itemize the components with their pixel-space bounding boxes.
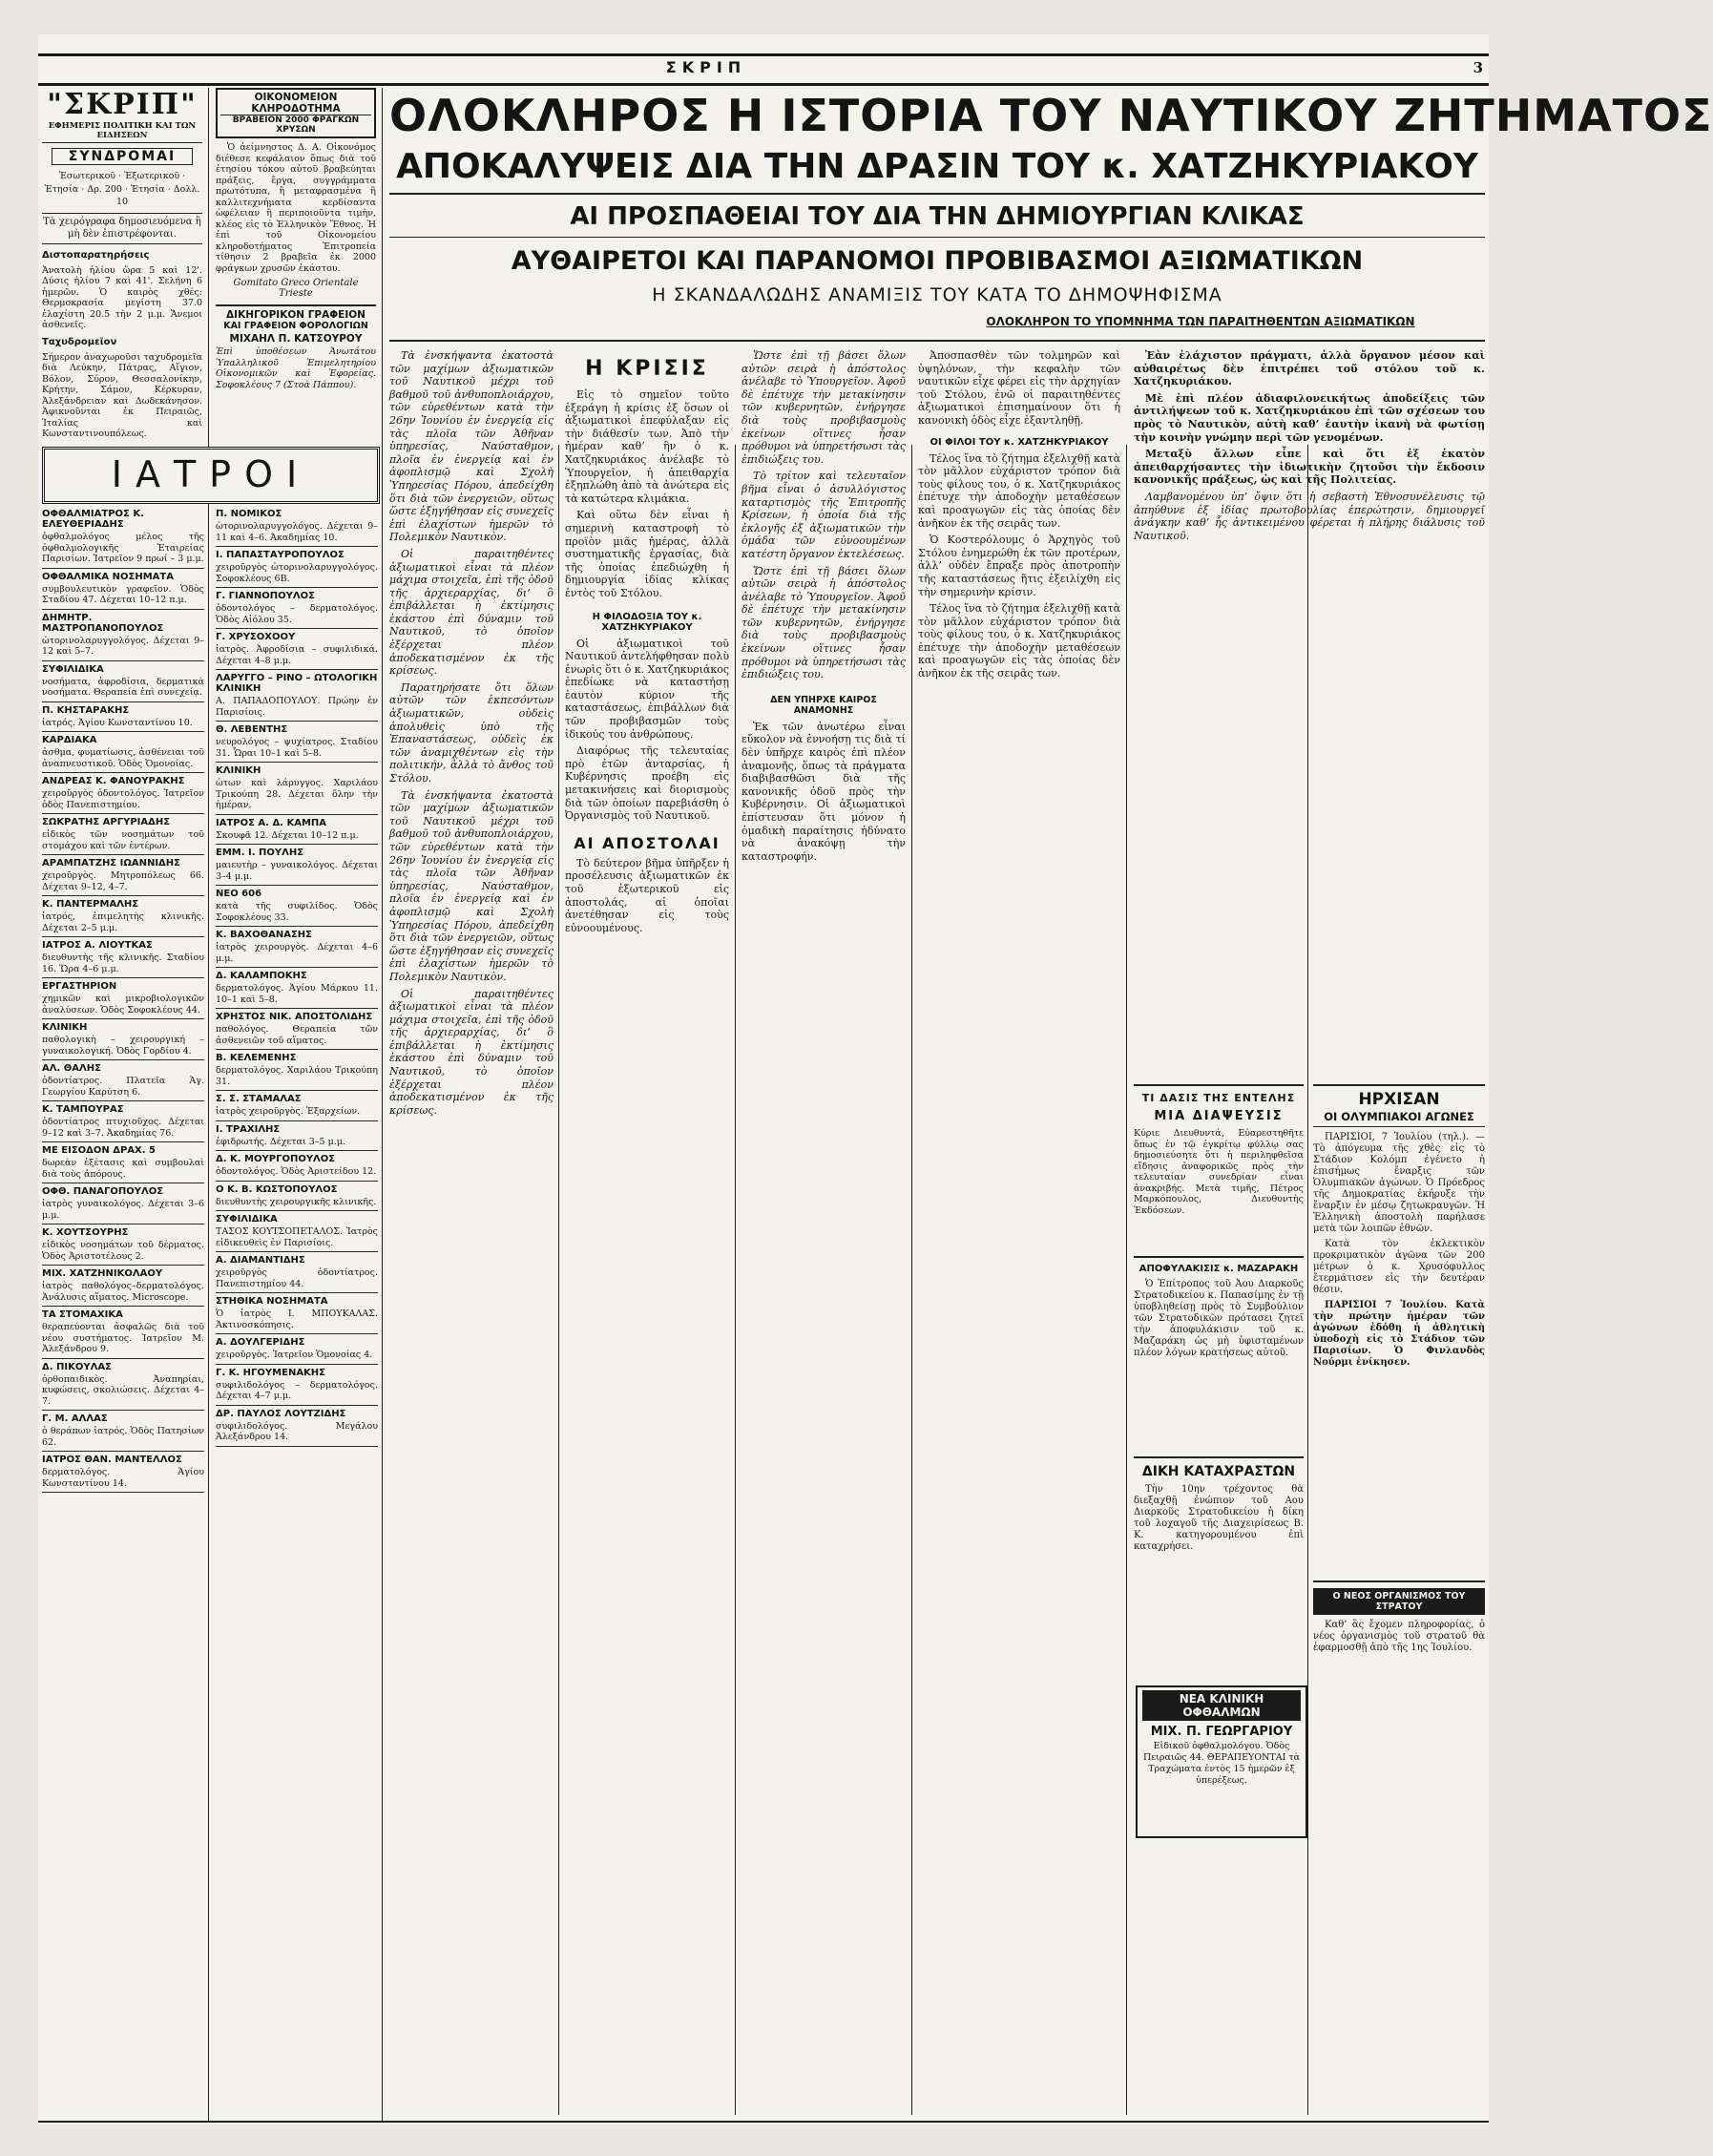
doctor-ad xyxy=(42,1307,204,1359)
army-text: Καθ’ ἃς ἔχομεν πληροφορίας, ὁ νέος ὀργανισμὸς τοῦ στρατοῦ θὰ ἐφαρμοσθῇ ἀπὸ τῆς 1ης Ἰουλίου. xyxy=(1313,1620,1485,1653)
article-paragraph: Τὰ ἐνσκήψαντα ἐκατοστὰ τῶν μαχίμων ἀξιωματικῶν τοῦ Ναυτικοῦ μέχρι τοῦ βαθμοῦ τοῦ ἀνθυποπλοιάρχου, τῶν εὑρεθέντων κατὰ τὴν 26ην Ἰουνίου ἐν ἐνεργείᾳ εἰς τὰς πλοῖα τῶν Ἀθῆναν ὑπηρεσίας, Ναύσταθμον, πλοῖα ἐν ἐνεργείᾳ καὶ ἐν ἀφοπλισμῷ καὶ Σχολὴ Ὑπηρεσίας Πόρου, ἀπεδείχθη ὅτι διὰ τῶν ἐνεργειῶν, οὕτως ὥστε ἐξηγήθησαν εἰς συνεχεῖς ἐπὶ ἐλαχίστων ἡμερῶν τὸ Πολεμικὸν Ναυτικὸν. xyxy=(389,349,554,544)
inheritance-box xyxy=(216,88,376,138)
doctor-ad xyxy=(42,978,204,1019)
doctor-ad-text: ὀρθοπαιδικὸς. Ἀναπηρίαι, κυφώσεις, σκολιώσεις. Δέχεται 4–7. xyxy=(42,1373,204,1407)
subscriptions-title: ΣΥΝΔΡΟΜΑΙ xyxy=(52,148,193,165)
doctor-ad-name: ΑΝΔΡΕΑΣ Κ. ΦΑΝΟΥΡΑΚΗΣ xyxy=(42,776,185,786)
doctor-ad xyxy=(216,815,378,846)
doctor-ad xyxy=(216,506,378,547)
article-paragraph: Ἀποσπασθὲν τῶν τολμηρῶν καὶ ὑψηλόνων, τὴν κεφαλὴν τῶν ναυτικῶν εἶχε φέρει εἰς τὴν ἀρχηγίαν τοῦ Στόλου, ἐνῶ οἱ παραιτηθέντες ἀξιωματικοὶ ἐπισημαίνουν ὅτι ἡ κανονικὴ ὁδὸς εἶχε ἐξαντληθῇ. xyxy=(918,349,1120,427)
headline-fifth: Η ΣΚΑΝΔΑΛΩΔΗΣ ΑΝΑΜΙΞΙΣ ΤΟΥ ΚΑΤΑ ΤΟ ΔΗΜΟΨΗΦΙΣΜΑ xyxy=(652,284,1222,305)
weather-text: Ἀνατολὴ ἡλίου ὥρα 5 καὶ 12'. Δύσις ἡλίου 7 καὶ 41'. Σελήνη 6 ἡμερῶν. Ὁ καιρὸς χθές: Θερμοκρασία μεγίστη 37.0 ἐλαχίστη 20.5 τὴν 2 μ.μ. Ἄνεμοι ἀσθενεῖς. xyxy=(42,264,202,331)
doctor-ad xyxy=(42,1142,204,1183)
doctor-ad xyxy=(216,886,378,927)
article-paragraph: Οἱ ἀξιωματικοὶ τοῦ Ναυτικοῦ ἀντελήφθησαν πολὺ ἐνωρὶς ὅτι ὁ κ. Χατζηκυριάκος ἐπεδίωκε νὰ καταστήσῃ ἑαυτὸν κύριον τῆς καταστάσεως, ἐπιβάλλων διὰ τῶν προβιβασμῶν τοὺς ἰδικούς του ἀνθρώπους. xyxy=(565,637,729,741)
doctor-ad-name: ΚΑΡΔΙΑΚΑ xyxy=(42,735,97,745)
inheritance-subtitle: ΒΡΑΒΕΙΟΝ 2000 ΦΡΑΓΚΩΝ ΧΡΥΣΩΝ xyxy=(220,115,371,135)
doctor-ad xyxy=(42,814,204,855)
doctor-ad xyxy=(216,845,378,886)
doctor-ad xyxy=(216,1091,378,1121)
doctor-ad-text: συφιλιδολόγος. Μεγάλου Ἀλεξάνδρου 14. xyxy=(216,1420,378,1442)
doctor-ad-name: Κ. ΒΑΧΟΘΑΝΑΣΗΣ xyxy=(216,930,312,940)
doctor-ad xyxy=(216,1334,378,1365)
article-paragraph: Καὶ οὕτω δὲν εἶναι ἡ σημερινὴ καταστροφὴ τὸ προϊὸν μιᾶς ἡμέρας, ἀλλὰ συστηματικῆς ἐργασίας, διὰ τῆς ὁποίας ἐπεδιώχθη ἡ δημιουργία ἰδίας κλίκας ἐντὸς τοῦ Στόλου. xyxy=(565,509,729,599)
doctor-ad xyxy=(216,763,378,815)
doctor-ad-name: ΟΦΘ. ΠΑΝΑΓΟΠΟΥΛΟΣ xyxy=(42,1186,164,1197)
law-office-name: ΜΙΧΑΗΛ Π. ΚΑΤΣΟΥΡΟΥ xyxy=(229,333,363,345)
doctor-ad-name: Δ. ΚΑΛΑΜΠΟΚΗΣ xyxy=(216,971,307,981)
doctor-ad xyxy=(42,1452,204,1493)
doctor-ad-name: ΚΛΙΝΙΚΗ xyxy=(42,1022,88,1033)
doctor-ad-text: ὠτων καὶ λάρυγγος. Χαριλάου Τρικούπη 28. Δέχεται ὅλην τὴν ἡμέραν. xyxy=(216,778,378,810)
doctor-ad-text: κατὰ τῆς συφιλίδος. Ὁδὸς Σοφοκλέους 33. xyxy=(216,901,378,923)
doctor-ad-name: ΟΦΘΑΛΜΙΑΤΡΟΣ Κ. ΕΛΕΥΘΕΡΙΑΔΗΣ xyxy=(42,509,144,530)
article-column-1 xyxy=(389,349,554,2115)
law-office-subtitle: ΚΑΙ ΓΡΑΦΕΙΟΝ ΦΟΡΟΛΟΓΙΩΝ xyxy=(223,321,368,331)
doctor-ad xyxy=(216,629,378,670)
article-paragraph: Ὥστε ἐπὶ τῇ βάσει ὅλων αὐτῶν σειρὰ ἡ ἀπόστολος ἀνέλαβε τὸ Ὑπουργεῖον. Ἀφοῦ δὲ ἐπέτυχε τὴν μετακίνησιν τῶν κυβερνητῶν, ἐνήργησε διὰ τοὺς προβιβασμοὺς ἐκείνων οἵτινες ἦσαν πρόθυμοι νὰ ὑπηρετήσωσι τὰς ἐπιδιώξεις του. xyxy=(742,349,906,466)
doctor-ad-name: ΤΑ ΣΤΟΜΑΧΙΚΑ xyxy=(42,1309,123,1320)
weather-title: Διστοπαρατηρήσεις xyxy=(42,249,150,261)
doctor-ad-text: ὀδοντολόγος. Ὁδὸς Ἀριστείδου 12. xyxy=(216,1166,377,1177)
doctor-ad-text: παθολόγος. Θεραπεία τῶν ἀσθενειῶν τοῦ αἵματος. xyxy=(216,1024,378,1046)
doctor-ad-name: Γ. ΧΡΥΣΟΧΟΟΥ xyxy=(216,632,296,642)
law-office-text: Ἐπὶ ὑποθέσεων Ἀνωτάτου Ὑπαλληλικοῦ Ἐπιμελητηρίου Οἰκονομικῶν καὶ Ἐφορείας. Σοφοκλέους 7 (Στοὰ Πάππου). xyxy=(216,346,376,390)
doctor-ad-name: ΣΥΦΙΛΙΔΙΚΑ xyxy=(216,1214,278,1225)
doctor-ad-text: συφιλιδολόγος – δερματολόγος. Δέχεται 4–7 μ.μ. xyxy=(216,1379,378,1401)
doctor-ad xyxy=(42,506,204,569)
trial-column xyxy=(1134,1456,1304,1678)
denial-box xyxy=(1134,1084,1304,1248)
denial-title: ΤΙ ΔΑΣΙΣ ΤΗΣ ΕΝΤΕΛΗΣ xyxy=(1141,1092,1296,1104)
doctor-ad-name: ΣΤΗΘΙΚΑ ΝΟΣΗΜΑΤΑ xyxy=(216,1296,328,1307)
doctor-ad-name: ΙΑΤΡΟΣ ΘΑΝ. ΜΑΝΤΕΛΛΟΣ xyxy=(42,1455,182,1465)
olympic-subtitle: ΟΙ ΟΛΥΜΠΙΑΚΟΙ ΑΓΩΝΕΣ xyxy=(1313,1110,1485,1127)
doctor-ad-text: ὠτορινολαρυγγολόγος. Δέχεται 9–11 καὶ 4–6. Ἀκαδημίας 10. xyxy=(216,521,378,543)
doctors-header-frame xyxy=(42,447,380,504)
doctor-ad-text: παθολογικὴ – χειρουργική – γυναικολογική. Ὁδὸς Γορδίου 4. xyxy=(42,1035,204,1057)
doctor-ad xyxy=(216,1121,378,1152)
doctor-ad-name: ΣΥΦΙΛΙΔΙΚΑ xyxy=(42,663,104,675)
brand-tagline: ΕΦΗΜΕΡΙΣ ΠΟΛΙΤΙΚΗ ΚΑΙ ΤΩΝ ΕΙΔΗΣΕΩΝ xyxy=(42,121,202,143)
doctor-ad-name: ΔΗΜΗΤΡ. ΜΑΣΤΡΟΠΑΝΟΠΟΥΛΟΣ xyxy=(42,612,164,634)
doctor-ad-name: Δ. Κ. ΜΟΥΡΓΟΠΟΥΛΟΣ xyxy=(216,1154,336,1164)
article-column-3 xyxy=(742,349,906,2115)
doctor-ad-name: ΟΦΘΑΛΜΙΚΑ ΝΟΣΗΜΑΤΑ xyxy=(42,571,174,582)
doctor-ad-name: Π. ΝΟΜΙΚΟΣ xyxy=(216,509,282,519)
doctor-ad xyxy=(216,588,378,629)
doctor-ad-text: ἰατρὸς χειρουργὸς. Δέχεται 4–6 μ.μ. xyxy=(216,942,378,964)
doctor-ad-name: Β. ΚΕΛΕΜΕΝΗΣ xyxy=(216,1053,297,1063)
doctor-ad xyxy=(42,702,204,733)
manuscripts-notice: Τὰ χειρόγραφα δημοσιευόμενα ἢ μὴ δὲν ἐπιστρέφονται. xyxy=(42,213,202,244)
army-column xyxy=(1313,1580,1485,1831)
doctor-ad-name: Γ. Κ. ΗΓΟΥΜΕΝΑΚΗΣ xyxy=(216,1367,326,1378)
newspaper-page xyxy=(38,34,1713,2125)
doctor-ad xyxy=(216,1406,378,1447)
doctor-ad-text: ἐφιδρωτής. Δέχεται 3–5 μ.μ. xyxy=(216,1136,345,1147)
article-paragraph: Παρατηρήσατε ὅτι ὅλων αὐτῶν τῶν ἐκπεσόντων ἀξιωματικῶν, οὐδεὶς ἀπολυθεὶς ὑπὸ τῆς Ἐπαναστάσεως, οὐδεὶς ἐκ τῶν ἀναμιχθέντων εἰς τὴν πολιτικήν, ἀλλὰ τὸ ἄνθος τοῦ Στόλου. xyxy=(389,680,554,785)
denial-text: Κύριε Διευθυντά, Εὐαρεστηθῆτε ὅπως ἐν τῷ ἐγκρίτῳ φύλλῳ σας δημοσιεύσητε ὅτι ἡ περιληφθεῖσα εἴδησις ἀναφορικῶς πρὸς τὴν τελευταίαν συνεδρίαν εἶναι ἀνακριβής. Μετὰ τιμῆς, Πέτρος Μαρκόπουλος, Διευθυντὴς Ἐκδόσεων. xyxy=(1134,1128,1304,1216)
doctor-ad xyxy=(42,1359,204,1412)
doctor-ad-text: ἰατρὸς χειροῦργὸς. Ἐξαρχείων. xyxy=(216,1106,361,1117)
doctor-ad xyxy=(42,937,204,978)
doctor-ad xyxy=(216,1151,378,1182)
doctor-ad xyxy=(42,1101,204,1142)
doctor-ad-text: εἰδικὸς τῶν νοσημάτων τοῦ στομάχου καὶ τῶν ἐντέρων. xyxy=(42,829,204,851)
doctor-ad xyxy=(216,1009,378,1050)
article-paragraph: Τέλος ἵνα τὸ ζήτημα ἐξελιχθῇ κατὰ τὸν μᾶλλον εὐχάριστον τρόπον διὰ τοὺς φίλους του, ὁ κ. Χατζηκυριάκος ἐπέτυχε τὴν ἀποδοχὴν μεταθέσεων καὶ προαγωγῶν εἰς τὰς ὁποίας δὲν ἀνῆκον ἐκ τῆς σειρᾶς των. xyxy=(918,602,1120,680)
headline-rule xyxy=(389,193,1485,195)
doctor-ad-name: ΕΜΜ. Ι. ΠΟΥΛΗΣ xyxy=(216,848,304,858)
doctor-ad-name: Α. ΔΟΥΛΓΕΡΙΔΗΣ xyxy=(216,1337,305,1348)
doctor-ad-name: ΑΡΑΜΠΑΤΖΗΣ ΙΩΑΝΝΙΔΗΣ xyxy=(42,858,180,869)
article-paragraph: Μεταξὺ ἄλλων εἶπε καὶ ὅτι ἐξ ἑκατὸν ἀπειθαρχήσαντες τὴν ἰδιωτικὴν ζητοῦσι τὴν ἔκδοσιν κανονικῆς πράξεως, ὡς καὶ τῆς Πολιτείας. xyxy=(1134,448,1485,487)
article-paragraph: Διαφόρως τῆς τελευταίας πρὸ ἐτῶν ἀνταρσίας, ἡ Κυβέρνησις προέβη εἰς μετακινήσεις καὶ διορισμοὺς διὰ τῶν ὁποίων παρεβιάσθη ὁ Ὀργανισμὸς τοῦ Ναυτικοῦ. xyxy=(565,744,729,823)
doctors-ads-right xyxy=(216,506,378,2119)
doctor-ad xyxy=(216,1252,378,1293)
doctor-ad-text: ἰατρὸς γυναικολόγος. Δέχεται 3–6 μ.μ. xyxy=(42,1199,204,1221)
doctor-ad-name: ΙΑΤΡΟΣ Α. Δ. ΚΑΜΠΑ xyxy=(216,817,327,828)
headline-main: ΟΛΟΚΛΗΡΟΣ Η ΙΣΤΟΡΙΑ ΤΟΥ ΝΑΥΤΙΚΟΥ ΖΗΤΗΜΑΤΟΣ xyxy=(389,90,1713,141)
column-rule xyxy=(208,88,209,2121)
column-rule xyxy=(911,445,912,2115)
doctor-ad xyxy=(42,569,204,610)
doctor-ad xyxy=(216,927,378,968)
ambition-heading: Η ΦΙΛΟΔΟΞΙΑ ΤΟΥ κ. ΧΑΤΖΗΚΥΡΙΑΚΟΥ xyxy=(592,611,702,633)
doctor-ad xyxy=(216,1293,378,1334)
doctor-ad-name: Θ. ΛΕΒΕΝΤΗΣ xyxy=(216,724,288,735)
doctor-ad-text: διευθυντὴς τῆς κλινικῆς. Σταδίου 16. Ὥρα 4–6 μ.μ. xyxy=(42,952,204,974)
doctor-ad-name: ΜΙΧ. ΧΑΤΖΗΝΙΚΟΛΑΟΥ xyxy=(42,1268,163,1279)
masthead-title: ΣΚΡΙΠ xyxy=(665,58,747,76)
middle-top-column xyxy=(216,88,376,441)
doctor-ad-text: ὀφθαλμολόγος μέλος τῆς ὀφθαλμολογικῆς Ἑταιρείας Παρισίων. Ἰατρεῖον 9 πρωί – 3 μ.μ. xyxy=(42,532,204,564)
doctor-ad-name: Α. ΔΙΑΜΑΝΤΙΔΗΣ xyxy=(216,1255,305,1266)
doctor-ad xyxy=(216,1211,378,1252)
article-paragraph: Μὲ ἐπὶ πλέον ἀδιαφιλονεικήτως ἀποδείξεις τῶν ἀντιλήψεων τοῦ κ. Χατζηκυριάκου ἐπὶ τῶν σχέσεων του πρὸς τὸ Ναυτικὸν, αὐτὴ καθ’ ἑαυτὴν ἱκανὴ νὰ φωτίσῃ τὴν κοινὴν γνώμην περὶ τῶν γενομένων. xyxy=(1134,391,1485,444)
article-paragraph: Λαμβανομένου ὑπ’ ὄψιν ὅτι ἡ σεβαστὴ Ἐθνοσυνέλευσις τῷ ἀπηύθυνε ἐξ ἰδίας πρωτοβουλίας ἐπερώτησιν, δημιουργεῖ ἀνάγκην καθ’ ἧς ἀντικειμένου φέρεται ἡ πλήρης διάλυσις τοῦ Ναυτικοῦ. xyxy=(1134,490,1485,542)
doctor-ad-name: Σ. Σ. ΣΤΑΜΑΛΑΣ xyxy=(216,1094,302,1104)
article-paragraph: Οἱ παραιτηθέντες ἀξιωματικοὶ εἶναι τὰ πλέον μάχιμα στοιχεῖα, ἐπὶ τῆς ὁδοῦ τῆς ἀρχιεραρχίας, δι’ ὃ ἐπιβάλλεται ἡ ἐκτίμησις ἑκάστου ἐπὶ δύναμιν τοῦ Ναυτικοῦ, τὸ ὁποῖον ἐξέρχεται πλέον ἀποδεκατισμένον ἐκ τῆς κρίσεως. xyxy=(389,987,554,1117)
column-rule xyxy=(1126,445,1127,2115)
doctor-ad xyxy=(216,1365,378,1406)
eye-clinic-ad xyxy=(1136,1685,1307,1838)
doctor-ad-text: χειροῦργὸς ὀδοντίατρος. Πανεπιστημίου 44. xyxy=(216,1267,378,1289)
doctor-ad-text: χειροῦργὸς. Ἰατρεῖον Ὁμονοίας 4. xyxy=(216,1350,373,1360)
doctor-ad-text: χειροῦργὸς ὠτορινολαρυγγολόγος. Σοφοκλέους 6Β. xyxy=(216,562,378,584)
denial-subtitle: ΜΙΑ ΔΙΑΨΕΥΣΙΣ xyxy=(1154,1109,1284,1123)
column-rule xyxy=(735,445,736,2115)
trial-text: Τὴν 10ην τρέχοντος θὰ διεξαχθῇ ἐνώπιον τοῦ Αου Διαρκοῦς Στρατοδικείου ἡ δίκη τοῦ λοχαγοῦ τῆς Διαχειρίσεως Β. Κ. κατηγορουμένου ἐπὶ καταχρήσει. xyxy=(1134,1484,1304,1552)
doctor-ad xyxy=(42,661,204,702)
doctor-ad-name: ΜΕ ΕΙΣΟΔΟΝ ΔΡΑΧ. 5 xyxy=(42,1145,156,1156)
doctor-ad xyxy=(42,1019,204,1060)
doctors-ads-left xyxy=(42,506,204,2119)
doctors-header-title: ΙΑΤΡΟΙ xyxy=(111,453,311,495)
doctor-ad xyxy=(216,722,378,763)
doctor-ad xyxy=(42,1060,204,1101)
doctor-ad-text: χειροῦργὸς. Μητροπόλεως 66. Δέχεται 9–12, 4–7. xyxy=(42,870,204,892)
doctor-ad-name: ΣΩΚΡΑΤΗΣ ΑΡΓΥΡΙΑΔΗΣ xyxy=(42,817,171,827)
doctor-ad xyxy=(216,1050,378,1091)
eye-clinic-text: Εἰδικοῦ ὀφθαλμολόγου. Ὁδὸς Πειραιῶς 44. ΘΕΡΑΠΕΥΟΝΤΑΙ τὰ Τραχώματα ἐντὸς 15 ἡμερῶν ἐξ ὑπερέξεως. xyxy=(1142,1741,1301,1786)
headline-second: ΑΠΟΚΑΛΥΨΕΙΣ ΔΙΑ ΤΗΝ ΔΡΑΣΙΝ ΤΟΥ κ. ΧΑΤΖΗΚΥΡΙΑΚΟΥ xyxy=(396,147,1478,186)
doctor-ad-name: Ο Κ. Β. ΚΩΣΤΟΠΟΥΛΟΣ xyxy=(216,1183,338,1195)
doctor-ad-text: ὀδοντίατρος πτυχιοῦχος. Δέχεται 9–12 καὶ 3–7. Ἀκαδημίας 76. xyxy=(42,1117,204,1139)
doctor-ad-text: ΤΑΣΟΣ ΚΟΥΤΣΟΠΕΤΑΛΟΣ. Ἰατρὸς εἰδικευθεὶς ἐν Παρισίοις. xyxy=(216,1226,378,1248)
law-office-title: ΔΙΚΗΓΟΡΙΚΟΝ ΓΡΑΦΕΙΟΝ xyxy=(226,309,366,321)
doctor-ad xyxy=(216,670,378,722)
doctor-ad-text: δερματολόγος. Ἁγίου Κωνσταντίνου 14. xyxy=(42,1467,204,1489)
doctor-ad-text: δωρεὰν ἐξέτασις καὶ συμβουλαὶ διὰ τοὺς ἀπόρους. xyxy=(42,1158,204,1180)
doctor-ad-name: Γ. Μ. ΑΛΛΑΣ xyxy=(42,1413,108,1424)
doctor-ad-name: ΔΡ. ΠΑΥΛΟΣ ΛΟΥΤΖΙΔΗΣ xyxy=(216,1408,346,1419)
post-text: Σήμερον ἀναχωροῦσι ταχυδρομεῖα διὰ Λεύκην, Πάτρας, Αἴγιον, Βόλον, Σύρον, Θεσσαλονίκην, Κρήτην, Σάμον, Κέρκυραν, Ἀλεξάνδρειαν καὶ Δωδεκάνησον. Ἀφικνοῦνται ἐκ Πειραιῶς, Ἰταλίας καὶ Κωνσταντινουπόλεως. xyxy=(42,351,202,440)
doctor-ad-name: Γ. ΓΙΑΝΝΟΠΟΥΛΟΣ xyxy=(216,591,315,601)
article-paragraph: Τὸ τρίτον καὶ τελευταῖον βῆμα εἶναι ὁ ἀσυλλόγιστος καταρτισμὸς τῆς Ἐπιτροπῆς Κρίσεων, ἡ ὁποία διὰ τῆς ἐκλογῆς ἐξ ἀξιωματικῶν τὴν ὁμάδα τῶν εὐνοουμένων κατέστη ὄργανον ἐκτελέσεως. xyxy=(742,470,906,560)
doctor-ad xyxy=(216,1182,378,1212)
army-title: Ο ΝΕΟΣ ΟΡΓΑΝΙΣΜΟΣ ΤΟΥ ΣΤΡΑΤΟΥ xyxy=(1313,1588,1485,1615)
doctor-ad xyxy=(42,1266,204,1307)
article-column-2 xyxy=(565,349,729,2115)
olympic-paragraph: ΠΑΡΙΣΙΟΙ 7 Ἰουλίου. Κατὰ τὴν πρώτην ἡμέραν τῶν ἀγώνων ἐδόθη ἡ ἀθλητικὴ ὑποδοχὴ εἰς τὸ Στάδιον τῶν Παρισίων. Ὁ Φινλανδὸς Νούρμι ἐνίκησεν. xyxy=(1313,1300,1485,1368)
doctor-ad-text: συμβουλευτικὸν γραφεῖον. Ὁδὸς Σταδίου 47. Δέχεται 10–12 π.μ. xyxy=(42,583,204,605)
doctor-ad-name: ΛΑΡΥΓΓΟ – ΡΙΝΟ – ΩΤΟΛΟΓΙΚΗ ΚΛΙΝΙΚΗ xyxy=(216,673,378,694)
headline-fourth: ΑΥΘΑΙΡΕΤΟΙ ΚΑΙ ΠΑΡΑΝΟΜΟΙ ΠΡΟΒΙΒΑΣΜΟΙ ΑΞΙΩΜΑΤΙΚΩΝ xyxy=(511,246,1364,276)
doctor-ad-name: ΧΡΗΣΤΟΣ ΝΙΚ. ΑΠΟΣΤΟΛΙΔΗΣ xyxy=(216,1012,373,1022)
doctor-ad xyxy=(42,896,204,937)
doctor-ad-text: εἰδικὸς νοσημάτων τοῦ δέρματος. Ὁδὸς Ἀριστοτέλους 2. xyxy=(42,1240,204,1262)
doctor-ad-name: ΕΡΓΑΣΤΗΡΙΟΝ xyxy=(42,981,117,992)
doctor-ad-name: Κ. ΠΑΝΤΕΡΜΑΛΗΣ xyxy=(42,899,139,910)
doctor-ad xyxy=(42,1225,204,1266)
doctor-ad-name: ΙΑΤΡΟΣ Α. ΛΙΟΥΤΚΑΣ xyxy=(42,940,153,951)
doctor-ad xyxy=(42,1411,204,1452)
doctor-ad-text: ὠτορινολαρυγγολόγος. Δέχεται 9–12 καὶ 5–7. xyxy=(42,635,204,657)
headline-memo: ΟΛΟΚΛΗΡΟΝ ΤΟ ΥΠΟΜΝΗΜΑ ΤΩΝ ΠΑΡΑΙΤΗΘΕΝΤΩΝ ΑΞΙΩΜΑΤΙΚΩΝ xyxy=(986,315,1415,328)
doctor-ad-name: Δ. ΠΙΚΟΥΛΑΣ xyxy=(42,1361,112,1372)
masthead-bar xyxy=(38,53,1489,86)
olympic-title: ΗΡΧΙΣΑΝ xyxy=(1358,1090,1440,1109)
doctor-ad-name: Π. ΚΗΣΤΑΡΑΚΗΣ xyxy=(42,704,130,716)
doctor-ad-name: ΝΕΟ 606 xyxy=(216,889,262,899)
right-upper-column xyxy=(1134,349,1485,1075)
doctor-ad-text: Α. ΠΑΠΑΔΟΠΟΥΛΟΥ. Πρώην ἐν Παρισίοις. xyxy=(216,696,378,718)
doctor-ad xyxy=(42,610,204,661)
inheritance-text: Ὁ ἀείμνηστος Δ. Α. Οἰκονόμος διέθεσε κεφάλαιον ὅπως διὰ τοῦ ἐτησίου τόκου αὐτοῦ βραβεύηται πράξεις, ἔργα, συγγράμματα πρωτότυπα, ἢ μεταφρασμένα ἢ καλλιτεχνήματα κερδίσαντα ὠφέλειαν ἢ περιποιοῦντα τιμὴν, κλέος εἰς τὸ Ἑλληνικὸν Ἔθνος. Ἡ ἐπὶ τοῦ Οἰκονομείου κληροδοτήματος Ἐπιτροπεία τίθησιν 2 βραβεῖα ἐκ 2000 φράγκων χρυσῶν ἑκάστου. xyxy=(216,142,376,274)
friends-heading: ΟΙ ΦΙΛΟΙ ΤΟΥ κ. ΧΑΤΖΗΚΥΡΙΑΚΟΥ xyxy=(930,436,1109,448)
left-info-column xyxy=(42,88,202,441)
doctor-ad xyxy=(216,968,378,1009)
eye-clinic-name: ΜΙΧ. Π. ΓΕΩΡΓΑΡΙΟΥ xyxy=(1150,1725,1293,1739)
article-paragraph: Ἐκ τῶν ἀνωτέρω εἶναι εὔκολον νὰ ἐννοήσῃ τις διὰ τί δὲν ὑπῆρχε καιρὸς ἐπὶ πλέον ἀναμονῆς, ὅπως τὰ πράγματα διαβιβασθῶσι διὰ τῆς κανονικῆς ὁδοῦ πρὸς τὴν Κυβέρνησιν. Οἱ ἀξιωματικοὶ ἐπίστευσαν ὅτι μόνον ἡ ὁμαδικὴ παραίτησις ἠδύνατο νὰ ἀνακόψῃ τὴν καταστροφήν. xyxy=(742,720,906,863)
post-title: Ταχυδρομεῖον xyxy=(42,336,117,347)
article-column-4 xyxy=(918,349,1120,2115)
doctor-ad-text: θεραπεύονται ἀσφαλῶς διὰ τοῦ νέου συστήματος. Ἰατρεῖον Μ. Ἀλεξάνδρου 9. xyxy=(42,1322,204,1354)
doctor-ad xyxy=(216,547,378,588)
article-paragraph: Εἰς τὸ σημεῖον τοῦτο ἐξεράγη ἡ κρίσις ἐξ ὅσων οἱ ἀξιωματικοὶ ἐπεφύλαξαν εἰς τὴν διάθεσίν των. Ἀπὸ τὴν ἡμέραν καθ’ ἣν ὁ κ. Χατζηκυριάκος ἀνέλαβε τὸ Ὑπουργεῖον, ἡ ἀπειθαρχία ἐξηπλώθη ἀπὸ τὰ ἀνώτερα εἰς τὰ κατώτερα κλιμάκια. xyxy=(565,388,729,505)
trial-title: ΔΙΚΗ ΚΑΤΑΧΡΑΣΤΩΝ xyxy=(1141,1464,1296,1479)
doctor-ad xyxy=(42,1183,204,1225)
olympic-paragraph: Κατὰ τὸν ἐκλεκτικὸν προκριματικὸν ἀγῶνα τῶν 200 μέτρων ὁ κ. Χρυσόφυλλος ἔτερμάτισεν εἰς τὴν δευτέραν θέσιν. xyxy=(1313,1239,1485,1295)
doctor-ad-text: δερματολόγος. Ἀγίου Μάρκου 11. 10–1 καὶ 5–8. xyxy=(216,983,378,1005)
doctor-ad-text: ὀδοντίατρος. Πλατεῖα Ἁγ. Γεωργίου Καρύτση 6. xyxy=(42,1076,204,1098)
doctor-ad-text: χημικῶν καὶ μικροβιολογικῶν ἀναλύσεων. Ὁδὸς Σοφοκλέους 44. xyxy=(42,994,204,1015)
subscriptions-text: Ἐσωτερικοῦ · Ἐξωτερικοῦ · Ἐτησία · Δρ. 200 · Ἐτησία · Δολλ. 10 xyxy=(44,171,200,208)
headline-rule xyxy=(389,340,1485,342)
doctor-ad-text: ἀσθμα, φυματίωσις, ἀσθένειαι τοῦ ἀναπνευστικοῦ. Ὁδὸς Ὁμονοίας. xyxy=(42,747,204,769)
release-text: Ὁ Ἐπίτροπος τοῦ Ἀου Διαρκοῦς Στρατοδικείου κ. Παπασίμης ἐν τῇ ὑποβληθείσῃ πρὸς τὸ Συμβούλιον τῶν Στρατοδικῶν πρότασει ζητεῖ τὴν ἀποφυλάκισιν τοῦ κ. Μαζαράκη ὡς μὴ ὑφισταμένων πλέον λόγων κρατήσεως αὐτοῦ. xyxy=(1134,1279,1304,1358)
article-paragraph: Ὁ Κοστερόλουμς ὁ Ἀρχηγὸς τοῦ Στόλου ἐνημερώθη ἐκ τῶν προτέρων, ἀλλ’ οὐδὲν ἔπραξε πρὸς ἀποτροπὴν τῆς καταστάσεως ἥτις ἐξειλίχθη εἰς τὴν σημερινὴν κρίσιν. xyxy=(918,534,1120,598)
doctor-ad-text: ὁ θεράπων ἰατρός. Ὁδὸς Πατησίων 62. xyxy=(42,1426,204,1448)
doctor-ad-text: δερματολόγος. Χαριλάου Τρικούπη 31. xyxy=(216,1065,378,1087)
doctor-ad-name: Κ. ΧΟΥΤΣΟΥΡΗΣ xyxy=(42,1227,129,1238)
doctor-ad xyxy=(42,855,204,896)
headline-third: ΑΙ ΠΡΟΣΠΑΘΕΙΑΙ ΤΟΥ ΔΙΑ ΤΗΝ ΔΗΜΙΟΥΡΓΙΑΝ ΚΛΙΚΑΣ xyxy=(570,202,1305,231)
doctor-ad-text: ὀδοντολόγος – δερματολόγος. Ὁδὸς Αἰόλου 35. xyxy=(216,603,378,625)
company-name: Gomitato Greco Orientale xyxy=(233,278,359,288)
olympic-paragraph: ΠΑΡΙΣΙΟΙ, 7 Ἰουλίου (τηλ.). — Τὸ ἀπόγευμα τῆς χθὲς εἰς τὸ Στάδιον Κολόμπ ἐγένετο ἡ ἐπισήμως ἔναρξις τῶν Ὀλυμπιακῶν ἀγώνων. Ὁ Πρόεδρος τῆς Δημοκρατίας ἐκήρυξε τὴν ἔναρξιν ἐν μέσῳ ζητωκραυγῶν. Ἡ Ἑλληνικὴ ἀποστολὴ παρήλασε μετὰ τῶν λοιπῶν ἐθνῶν. xyxy=(1313,1132,1485,1234)
doctor-ad-text: νοσήματα, ἀφροδίσια, δερματικὰ νοσήματα. Θεραπεία ἐπὶ συνεχείᾳ. xyxy=(42,676,204,698)
article-paragraph: Τέλος ἵνα τὸ ζήτημα ἐξελιχθῇ κατὰ τὸν μᾶλλον εὐχάριστον τρόπον διὰ τοὺς φίλους του, ὁ κ. Χατζηκυριάκος ἐπέτυχε τὴν ἀποδοχὴν μεταθέσεων καὶ προαγωγῶν εἰς τὰς ὁποίας δὲν ἀνῆκον ἐκ τῆς σειρᾶς των. xyxy=(918,451,1120,530)
page-number: 3 xyxy=(1473,59,1483,76)
doctor-ad-text: νευρολόγος – ψυχίατρος. Σταδίου 31. Ὧραι 10–1 καὶ 5–8. xyxy=(216,737,378,759)
article-paragraph: Ἐὰν ἐλάχιστον πράγματι, ἀλλὰ ὄργανον μέσον καὶ αὐθαιρέτως δὲν ἐπιτρέπει τοῦ στόλου τοῦ κ. Χατζηκυριάκου. xyxy=(1134,349,1485,388)
doctor-ad-text: χειροῦργὸς ὀδοντολόγος. Ἰατρεῖον ὁδὸς Πανεπιστημίου. xyxy=(42,788,204,810)
doctor-ad-name: ΚΛΙΝΙΚΗ xyxy=(216,765,261,776)
doctor-ad-text: Σκουφᾶ 12. Δέχεται 10–12 π.μ. xyxy=(216,829,359,841)
doctor-ad-text: ἰατρὸς. Ἀφροδίσια – συφιλιδικά. Δέχεται 4–8 μ.μ. xyxy=(216,644,378,666)
page-bottom-rule xyxy=(38,2121,1489,2123)
no-time-heading: ΔΕΝ ΥΠΗΡΧΕ ΚΑΙΡΟΣ ΑΝΑΜΟΝΗΣ xyxy=(770,694,877,716)
missions-heading: ΑΙ ΑΠΟΣΤΟΛΑΙ xyxy=(574,833,721,852)
column-rule xyxy=(558,445,559,2115)
doctor-ad-name: ΑΛ. ΘΑΛΗΣ xyxy=(42,1063,101,1074)
column-rule xyxy=(382,88,383,2121)
doctor-ad-name: Ι. ΠΑΠΑΣΤΑΥΡΟΠΟΥΛΟΣ xyxy=(216,550,345,560)
crisis-heading: Η ΚΡΙΣΙΣ xyxy=(585,357,709,381)
doctor-ad-text: ἰατρός. Ἀγίου Κωνσταντίνου 10. xyxy=(42,717,193,728)
doctor-ad xyxy=(42,773,204,814)
release-column xyxy=(1134,1256,1304,1449)
eye-clinic-title: ΝΕΑ ΚΛΙΝΙΚΗ ΟΦΘΑΛΜΩΝ xyxy=(1142,1690,1301,1721)
headline-rule xyxy=(389,237,1485,238)
article-paragraph: Ὥστε ἐπὶ τῇ βάσει ὅλων αὐτῶν σειρὰ ἡ ἀπόστολος ἀνέλαβε τὸ Ὑπουργεῖον. Ἀφοῦ δὲ ἐπέτυχε τὴν μετακίνησιν τῶν κυβερνητῶν, ἐνήργησε διὰ τοὺς προβιβασμοὺς ἐκείνων οἵτινες ἦσαν πρόθυμοι νὰ ὑπηρετήσωσι τὰς ἐπιδιώξεις του. xyxy=(742,564,906,681)
doctor-ad xyxy=(42,732,204,773)
law-office-box xyxy=(216,304,376,390)
company-city: Trieste xyxy=(279,288,313,299)
release-title: ΑΠΟΦΥΛΑΚΙΣΙΣ κ. ΜΑΖΑΡΑΚΗ xyxy=(1139,1264,1299,1274)
inheritance-title: ΟΙΚΟΝΟΜΕΙΟΝ ΚΛΗΡΟΔΟΤΗΜΑ xyxy=(251,92,341,115)
olympic-column xyxy=(1313,1084,1485,1563)
doctor-ad-text: διευθυντὴς χειρουργικῆς κλινικῆς. xyxy=(216,1196,377,1207)
doctor-ad-text: μαιευτὴρ – γυναικολόγος. Δέχεται 3–4 μ.μ. xyxy=(216,860,378,882)
article-paragraph: Τὸ δεύτερον βῆμα ὑπῆρξεν ἡ προσέλευσις ἀξιωματικῶν ἐκ τοῦ ἐξωτερικοῦ εἰς ἀποστολάς, αἱ ὁποῖαι ἀνετέθησαν εἰς τοὺς εὐνοουμένους. xyxy=(565,856,729,934)
article-paragraph: Τὰ ἐνσκήψαντα ἐκατοστὰ τῶν μαχίμων ἀξιωματικῶν τοῦ Ναυτικοῦ μέχρι τοῦ βαθμοῦ τοῦ ἀνθυποπλοιάρχου, τῶν εὑρεθέντων κατὰ τὴν 26ην Ἰουνίου ἐν ἐνεργείᾳ εἰς τὰς πλοῖα τῶν Ἀθῆναν ὑπηρεσίας, Ναύσταθμον, πλοῖα ἐν ἐνεργείᾳ καὶ ἐν ἀφοπλισμῷ καὶ Σχολὴ Ὑπηρεσίας Πόρου, ἀπεδείχθη ὅτι διὰ τῶν ἐνεργειῶν, οὕτως ὥστε ἐξηγήθησαν εἰς συνεχεῖς ἐπὶ ἐλαχίστων ἡμερῶν τὸ Πολεμικὸν Ναυτικὸν. xyxy=(389,788,554,983)
doctor-ad-name: Κ. ΤΑΜΠΟΥΡΑΣ xyxy=(42,1104,124,1115)
doctor-ad-name: Ι. ΤΡΑΧΙΛΗΣ xyxy=(216,1123,281,1135)
doctor-ad-text: ἰατρὸς παθολόγος–δερματολόγος. Ἀνάλυσις αἵματος. Microscope. xyxy=(42,1281,204,1303)
brand-name: "ΣΚΡΙΠ" xyxy=(47,88,198,121)
article-paragraph: Οἱ παραιτηθέντες ἀξιωματικοὶ εἶναι τὰ πλέον μάχιμα στοιχεῖα, ἐπὶ τῆς ὁδοῦ τῆς ἀρχιεραρχίας, δι’ ὃ ἐπιβάλλεται ἡ ἐκτίμησις ἑκάστου ἐπὶ δύναμιν τοῦ Ναυτικοῦ, τὸ ὁποῖον ἐξέρχεται πλέον ἀποδεκατισμένον ἐκ τῆς κρίσεως. xyxy=(389,547,554,678)
doctor-ad-text: Ὁ ἰατρὸς Ι. ΜΠΟΥΚΑΛΑΣ. Ἀκτινοσκόπησις. xyxy=(216,1308,378,1330)
doctor-ad-text: ἰατρός, ἐπιμελητὴς κλινικῆς. Δέχεται 2–5 μ.μ. xyxy=(42,911,204,933)
